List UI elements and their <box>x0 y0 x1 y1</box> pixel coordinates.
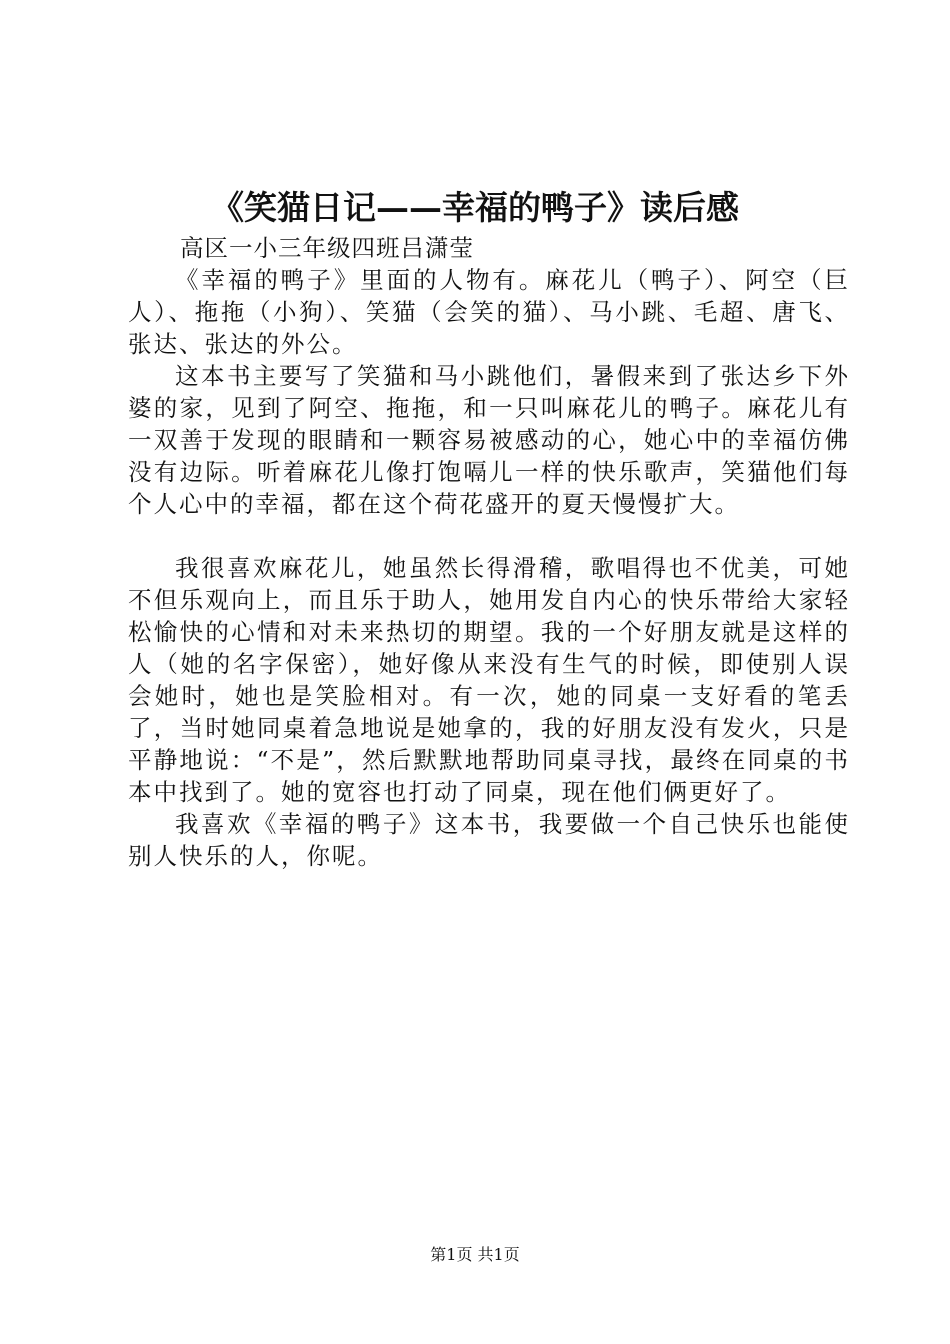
page-footer: 第1页 共1页 <box>430 1245 520 1264</box>
paragraph-reflection: 我很喜欢麻花儿，她虽然长得滑稽，歌唱得也不优美，可她不但乐观向上，而且乐于助人，她用发自内心的快乐带给大家轻松愉快的心情和对未来热切的期望。我的一个好朋友就是这样的人（她的名字保密），她好像从来没有生气的时候，即使别人误会她时，她也是笑脸相对。有一次，她的同桌一支好看的笔丢了，当时她同桌着急地说是她拿的，我的好朋友没有发火，只是平静地说：“不是”，然后默默地帮助同桌寻找，最终在同桌的书本中找到了。她的宽容也打动了同桌，现在他们俩更好了。 <box>128 554 850 806</box>
paragraph-characters: 《幸福的鸭子》里面的人物有。麻花儿（鸭子）、阿空（巨人）、拖拖（小狗）、笑猫（会笑的猫）、马小跳、毛超、唐飞、张达、张达的外公。 <box>128 266 850 358</box>
document-body <box>128 232 850 872</box>
paragraph-conclusion: 我喜欢《幸福的鸭子》这本书，我要做一个自己快乐也能使别人快乐的人，你呢。 <box>128 810 850 870</box>
author-line: 高区一小三年级四班吕潇莹 <box>180 234 474 262</box>
paragraph-summary: 这本书主要写了笑猫和马小跳他们，暑假来到了张达乡下外婆的家，见到了阿空、拖拖，和一只叫麻花儿的鸭子。麻花儿有一双善于发现的眼睛和一颗容易被感动的心，她心中的幸福仿佛没有边际。听着麻花儿像打饱嗝儿一样的快乐歌声，笑猫他们每个人心中的幸福，都在这个荷花盛开的夏天慢慢扩大。 <box>128 362 850 518</box>
paragraph-spacer <box>128 520 850 552</box>
document-title: 《笑猫日记——幸福的鸭子》读后感 <box>211 188 739 227</box>
